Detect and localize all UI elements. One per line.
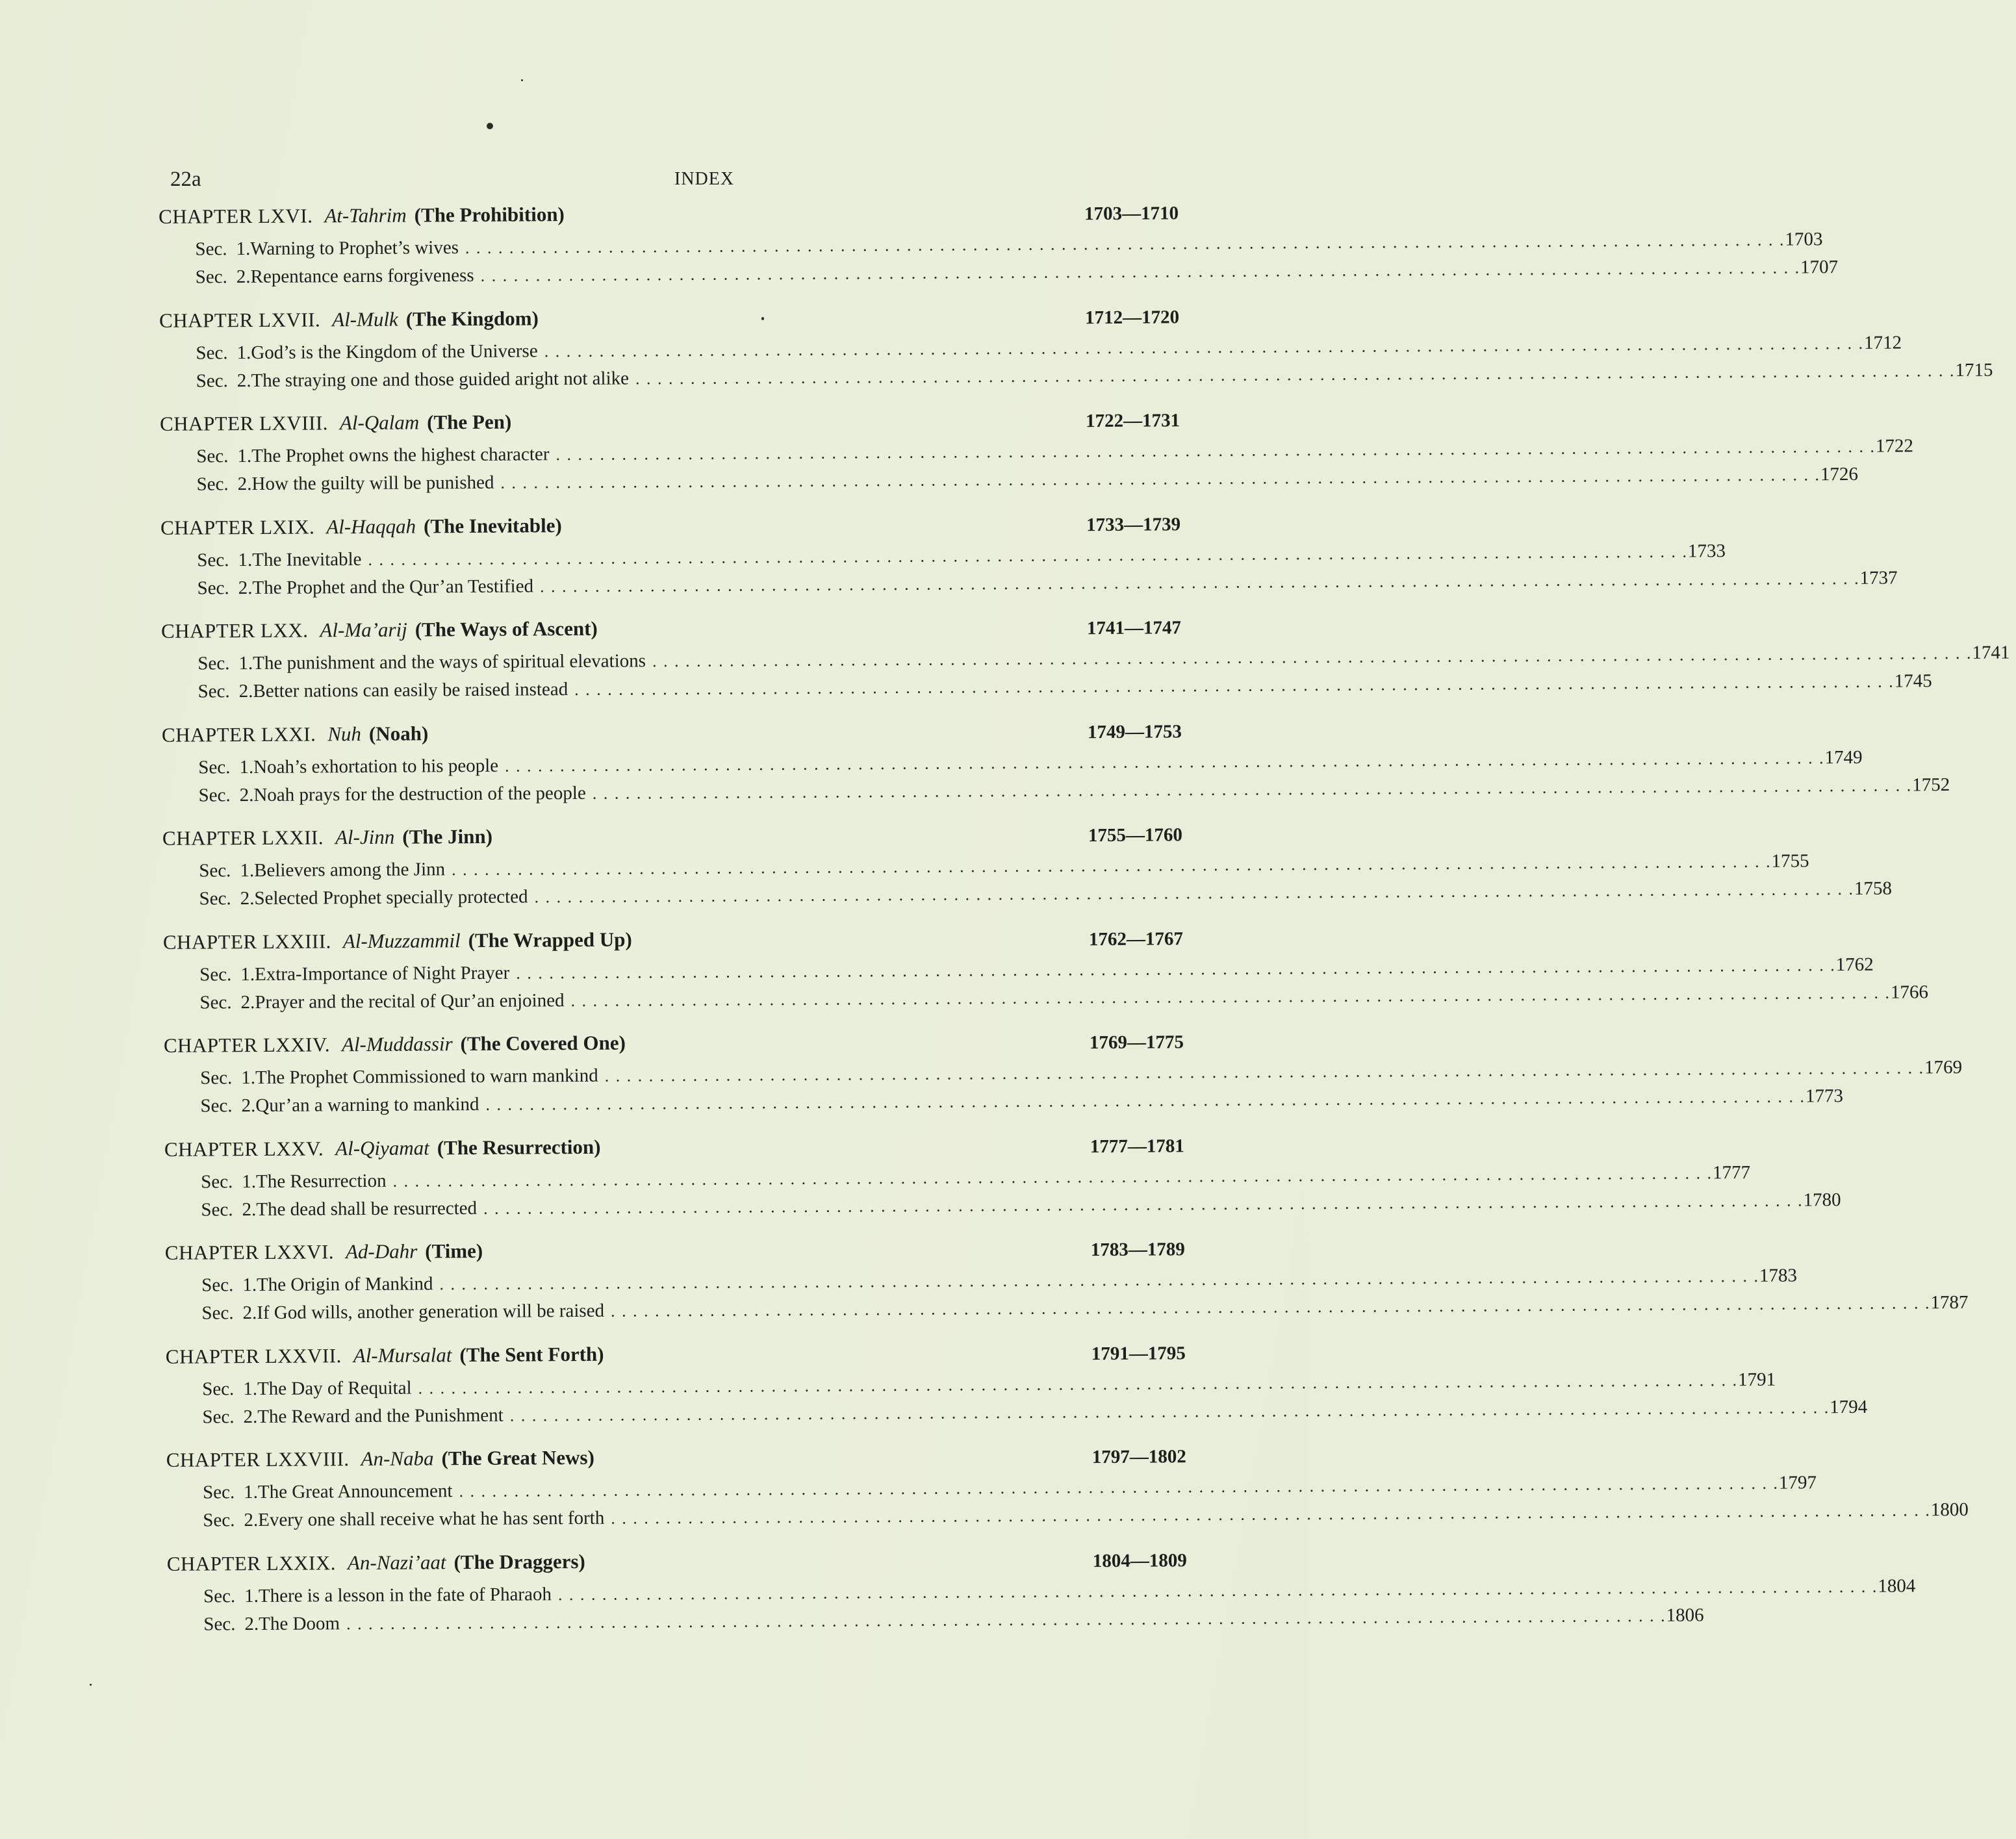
chapter-english-name: (Time): [425, 1239, 483, 1263]
section-entry: [203, 1575, 1916, 1612]
dot-leader: . . . . . . . . . . . . . . . . . . . . . . . . . . . . . . . . . . . . . . . . . . . . . . . . . . . . . . . . . . . . . . . . . . . . . . . . . . . . . . . . . . . . . . . . . . . . . . . . . . . . . . . . . . . . . . . . . . . . . . . .: [604, 1058, 1925, 1085]
section-page-number: 1773: [1805, 1085, 1844, 1107]
section-entry: [202, 1396, 1868, 1432]
chapter-label: CHAPTER LXIX.: [160, 514, 315, 539]
dot-leader: . . . . . . . . . . . . . . . . . . . . . . . . . . . . . . . . . . . . . . . . . . . . . . . . . . . . . . . . . . . . . . . . . . . . . . . . . . . . . . . . . . . . . . . . . . . . . . . . . . . . . . . . . . . . . . . . . . . . . . . .: [368, 542, 1689, 569]
section-number: 1.: [237, 446, 252, 467]
section-page-number: 1794: [1830, 1396, 1868, 1417]
section-page-number: 1752: [1912, 774, 1950, 795]
section-label: Sec.: [196, 370, 228, 392]
section-entry: [200, 1085, 1844, 1121]
dot-leader: . . . . . . . . . . . . . . . . . . . . . . . . . . . . . . . . . . . . . . . . . . . . . . . . . . . . . . . . . . . . . . . . . . . . . . . . . . . . . . . . . . . . . . . . . . . . . . . . . . . . . . . . . . . . . . . . . . . . . . . .: [483, 1190, 1804, 1218]
section-title: The straying one and those guided aright not alike: [251, 367, 630, 391]
section-label: Sec.: [198, 784, 231, 806]
section-number: 1.: [236, 342, 251, 363]
section-title: The punishment and the ways of spiritual elevations: [253, 650, 646, 674]
section-title: Noah’s exhortation to his people: [253, 755, 499, 778]
section-label: Sec.: [199, 860, 231, 881]
section-page-number: 1749: [1824, 746, 1863, 768]
chapter-page-range: 1749—1753: [1087, 720, 1182, 742]
section-title: The dead shall be resurrected: [256, 1197, 478, 1220]
dot-leader: . . . . . . . . . . . . . . . . . . . . . . . . . . . . . . . . . . . . . . . . . . . . . . . . . . . . . . . . . . . . . . . . . . . . . . . . . . . . . . . . . . . . . . . . . . . . . . . . . . . . . . . . . . . . . . . . . . . . . . . .: [418, 1370, 1739, 1398]
dot-leader: . . . . . . . . . . . . . . . . . . . . . . . . . . . . . . . . . . . . . . . . . . . . . . . . . . . . . . . . . . . . . . . . . . . . . . . . . . . . . . . . . . . . . . . . . . . . . . . . . . . . . . . . . . . . . . . . . . . . . . . .: [610, 1293, 1931, 1321]
dot-leader: . . . . . . . . . . . . . . . . . . . . . . . . . . . . . . . . . . . . . . . . . . . . . . . . . . . . . . . . . . . . . . . . . . . . . . . . . . . . . . . . . . . . . . . . . . . . . . . . . . . . . . . . . . . . . . . . . . . . . . . .: [534, 879, 1855, 907]
chapter-page-range: 1769—1775: [1089, 1032, 1184, 1054]
chapter-label: CHAPTER LXVI.: [158, 204, 313, 228]
section-title: God’s is the Kingdom of the Universe: [251, 340, 538, 363]
section-label: Sec.: [203, 1613, 236, 1635]
section-number: 2.: [244, 1510, 259, 1531]
section-title: There is a lesson in the fate of Pharaoh: [258, 1583, 552, 1606]
chapter-entry: [153, 717, 1950, 827]
chapter-label: CHAPTER LXXVI.: [164, 1240, 335, 1264]
section-label: Sec.: [198, 653, 230, 674]
chapter-page-range: 1797—1802: [1091, 1446, 1186, 1468]
section-page-number: 1769: [1924, 1056, 1963, 1078]
dot-leader: . . . . . . . . . . . . . . . . . . . . . . . . . . . . . . . . . . . . . . . . . . . . . . . . . . . . . . . . . . . . . . . . . . . . . . . . . . . . . . . . . . . . . . . . . . . . . . . . . . . . . . . . . . . . . . . . . . . . . . . .: [509, 1397, 1830, 1425]
section-title: Warning to Prophet’s wives: [250, 237, 459, 260]
section-entry: [199, 850, 1809, 886]
section-number: 2.: [236, 266, 251, 288]
section-page-number: 1758: [1854, 878, 1893, 899]
section-title: Selected Prophet specially protected: [254, 886, 528, 909]
section-title: Noah prays for the destruction of the people: [253, 782, 586, 805]
dot-leader: . . . . . . . . . . . . . . . . . . . . . . . . . . . . . . . . . . . . . . . . . . . . . . . . . . . . . . . . . . . . . . . . . . . . . . . . . . . . . . . . . . . . . . . . . . . . . . . . . . . . . . . . . . . . . . . . . . . . . . . .: [392, 1163, 1713, 1191]
section-entry: [203, 1604, 1704, 1640]
chapter-page-range: 1722—1731: [1085, 410, 1180, 432]
section-label: Sec.: [203, 1585, 236, 1607]
chapter-page-range: 1762—1767: [1088, 928, 1184, 950]
chapter-entry: [155, 1028, 1963, 1137]
dot-leader: . . . . . . . . . . . . . . . . . . . . . . . . . . . . . . . . . . . . . . . . . . . . . . . . . . . . . . . . . . . . . . . . . . . . . . . . . . . . . . . . . . . . . . . . . . . . . . . . . . . . . . . . . . . . . . . . . . . . . . . .: [557, 1577, 1878, 1604]
section-number: 2.: [238, 577, 253, 598]
chapter-english-name: (The Prohibition): [414, 203, 565, 227]
section-label: Sec.: [196, 474, 229, 495]
section-page-number: 1703: [1785, 229, 1823, 250]
chapter-entry: [158, 1546, 1916, 1656]
dot-leader: . . . . . . . . . . . . . . . . . . . . . . . . . . . . . . . . . . . . . . . . . . . . . . . . . . . . . . . . . . . . . . . . . . . . . . . . . . . . . . . . . . . . . . . . . . . . . . . . . . . . . . . . . . . . . . . . . . . . . . . .: [439, 1266, 1760, 1294]
section-page-number: 1741: [1972, 642, 2010, 663]
dot-leader: . . . . . . . . . . . . . . . . . . . . . . . . . . . . . . . . . . . . . . . . . . . . . . . . . . . . . . . . . . . . . . . . . . . . . . . . . . . . . . . . . . . . . . . . . . . . . . . . . . . . . . . . . . . . . . . . . . . . . . . .: [459, 1473, 1780, 1501]
section-number: 2.: [241, 1095, 256, 1117]
chapter-entry: [151, 510, 1898, 620]
section-title: The Origin of Mankind: [256, 1273, 433, 1296]
chapter-entry: [152, 613, 2010, 723]
chapter-arabic-name: Al-Muddassir: [341, 1032, 453, 1056]
chapter-arabic-name: An-Nazi’aat: [347, 1550, 446, 1574]
chapter-entry: [154, 924, 1929, 1034]
section-title: The Prophet and the Qur’an Testified: [252, 575, 534, 598]
section-label: Sec.: [197, 549, 229, 571]
chapter-heading: [159, 199, 1179, 234]
section-number: 2.: [242, 1199, 257, 1220]
section-page-number: 1733: [1687, 540, 1726, 562]
chapter-english-name: (The Draggers): [453, 1549, 585, 1573]
section-label: Sec.: [195, 266, 227, 288]
chapter-page-range: 1755—1760: [1088, 824, 1183, 846]
section-title: How the guilty will be punished: [251, 472, 494, 495]
dot-leader: . . . . . . . . . . . . . . . . . . . . . . . . . . . . . . . . . . . . . . . . . . . . . . . . . . . . . . . . . . . . . . . . . . . . . . . . . . . . . . . . . . . . . . . . . . . . . . . . . . . . . . . . . . . . . . . . . . . . . . . .: [635, 361, 1956, 388]
dot-leader: . . . . . . . . . . . . . . . . . . . . . . . . . . . . . . . . . . . . . . . . . . . . . . . . . . . . . . . . . . . . . . . . . . . . . . . . . . . . . . . . . . . . . . . . . . . . . . . . . . . . . . . . . . . . . . . . . . . . . . . .: [346, 1606, 1666, 1633]
chapter-page-range: 1777—1781: [1090, 1135, 1184, 1157]
running-title: INDEX: [674, 169, 735, 189]
section-title: If God wills, another generation will be raised: [257, 1300, 605, 1324]
section-title: The Doom: [259, 1612, 340, 1634]
page-number: 22a: [170, 168, 201, 191]
chapter-english-name: (The Resurrection): [437, 1135, 601, 1159]
chapter-heading: [160, 406, 1180, 441]
section-title: The Reward and the Punishment: [257, 1404, 504, 1427]
chapter-arabic-name: Al-Jinn: [335, 825, 395, 849]
section-title: Repentance earns forgiveness: [250, 264, 474, 288]
section-title: Prayer and the recital of Qur’an enjoined: [255, 989, 565, 1013]
ink-speck: [90, 1684, 92, 1686]
chapter-page-range: 1712—1720: [1084, 306, 1180, 328]
section-number: 1.: [239, 756, 254, 778]
section-label: Sec.: [203, 1510, 235, 1531]
dot-leader: . . . . . . . . . . . . . . . . . . . . . . . . . . . . . . . . . . . . . . . . . . . . . . . . . . . . . . . . . . . . . . . . . . . . . . . . . . . . . . . . . . . . . . . . . . . . . . . . . . . . . . . . . . . . . . . . . . . . . . . .: [485, 1087, 1806, 1114]
section-number: 2.: [238, 681, 253, 702]
chapter-label: CHAPTER LXXV.: [164, 1136, 324, 1161]
section-label: Sec.: [199, 888, 231, 909]
section-number: 2.: [244, 1613, 259, 1634]
section-label: Sec.: [202, 1406, 235, 1428]
dot-leader: . . . . . . . . . . . . . . . . . . . . . . . . . . . . . . . . . . . . . . . . . . . . . . . . . . . . . . . . . . . . . . . . . . . . . . . . . . . . . . . . . . . . . . . . . . . . . . . . . . . . . . . . . . . . . . . . . . . . . . . .: [555, 437, 1876, 464]
section-entry: [201, 1265, 1798, 1300]
section-title: Every one shall receive what he has sent forth: [258, 1507, 605, 1531]
chapter-entry: [157, 1442, 1969, 1552]
chapter-entry: [155, 1132, 1841, 1241]
section-number: 2.: [242, 1302, 257, 1324]
chapter-page-range: 1703—1710: [1084, 203, 1179, 225]
chapter-heading: [159, 303, 1179, 338]
section-entry: [197, 540, 1726, 576]
section-number: 2.: [240, 991, 255, 1013]
section-page-number: 1800: [1930, 1499, 1969, 1521]
chapter-page-range: 1791—1795: [1091, 1342, 1186, 1364]
chapter-heading: [164, 1028, 1184, 1063]
chapter-english-name: (The Wrapped Up): [468, 927, 632, 952]
chapter-entry: [157, 1339, 1868, 1449]
chapter-label: CHAPTER LXXII.: [162, 826, 324, 850]
section-page-number: 1787: [1930, 1291, 1969, 1313]
section-label: Sec.: [200, 1067, 233, 1089]
section-entry: [198, 642, 2010, 679]
chapter-english-name: (The Jinn): [402, 824, 493, 848]
dot-leader: . . . . . . . . . . . . . . . . . . . . . . . . . . . . . . . . . . . . . . . . . . . . . . . . . . . . . . . . . . . . . . . . . . . . . . . . . . . . . . . . . . . . . . . . . . . . . . . . . . . . . . . . . . . . . . . . . . . . . . . .: [452, 852, 1772, 880]
section-label: Sec.: [201, 1199, 233, 1221]
chapter-heading: [161, 613, 1181, 648]
chapter-label: CHAPTER LXXIII.: [162, 929, 331, 954]
section-number: 1.: [238, 549, 253, 570]
chapter-heading: [166, 1339, 1186, 1374]
chapter-page-range: 1804—1809: [1092, 1549, 1187, 1571]
section-number: 1.: [238, 653, 253, 674]
section-title: Qur’an a warning to mankind: [255, 1093, 479, 1117]
chapter-arabic-name: Al-Mursalat: [353, 1343, 452, 1367]
page-header: [170, 168, 1073, 194]
section-title: The Great Announcement: [257, 1480, 453, 1503]
chapter-label: CHAPTER LXXI.: [161, 722, 316, 746]
section-number: 1.: [241, 1067, 256, 1089]
section-title: Believers among the Jinn: [254, 859, 446, 881]
dot-leader: . . . . . . . . . . . . . . . . . . . . . . . . . . . . . . . . . . . . . . . . . . . . . . . . . . . . . . . . . . . . . . . . . . . . . . . . . . . . . . . . . . . . . . . . . . . . . . . . . . . . . . . . . . . . . . . . . . . . . . . .: [611, 1501, 1931, 1528]
section-label: Sec.: [196, 342, 228, 364]
chapter-english-name: (The Ways of Ascent): [415, 616, 598, 641]
chapter-entry: [156, 1235, 1969, 1345]
chapter-label: CHAPTER LXVII.: [159, 307, 321, 332]
section-entry: [196, 359, 1993, 396]
section-label: Sec.: [198, 756, 231, 778]
chapter-english-name: (The Inevitable): [423, 513, 562, 537]
dot-leader: . . . . . . . . . . . . . . . . . . . . . . . . . . . . . . . . . . . . . . . . . . . . . . . . . . . . . . . . . . . . . . . . . . . . . . . . . . . . . . . . . . . . . . . . . . . . . . . . . . . . . . . . . . . . . . . . . . . . . . . .: [570, 983, 1891, 1010]
chapter-english-name: (The Great News): [441, 1445, 594, 1470]
dot-leader: . . . . . . . . . . . . . . . . . . . . . . . . . . . . . . . . . . . . . . . . . . . . . . . . . . . . . . . . . . . . . . . . . . . . . . . . . . . . . . . . . . . . . . . . . . . . . . . . . . . . . . . . . . . . . . . . . . . . . . . .: [574, 672, 1895, 700]
section-entry: [199, 954, 1874, 990]
section-number: 1.: [236, 238, 251, 260]
section-entry: [199, 878, 1893, 914]
section-label: Sec.: [199, 963, 232, 985]
chapter-arabic-name: At-Tahrim: [324, 203, 407, 227]
chapter-heading: [166, 1442, 1186, 1477]
section-page-number: 1722: [1875, 435, 1914, 457]
chapter-english-name: (The Sent Forth): [459, 1342, 604, 1366]
chapter-heading: [163, 924, 1183, 959]
section-page-number: 1806: [1666, 1604, 1704, 1626]
section-title: The Prophet Commissioned to warn mankind: [255, 1065, 598, 1089]
chapter-entry: [150, 303, 1993, 412]
chapter-arabic-name: Al-Qalam: [339, 411, 420, 435]
section-label: Sec.: [202, 1378, 235, 1400]
section-page-number: 1780: [1803, 1189, 1841, 1210]
section-number: 2.: [240, 888, 255, 909]
section-entry: [199, 981, 1929, 1018]
section-entry: [195, 257, 1839, 292]
chapter-entry: [149, 199, 1839, 309]
section-label: Sec.: [201, 1302, 234, 1324]
section-number: 2.: [237, 474, 252, 495]
chapter-label: CHAPTER LXVIII.: [159, 411, 329, 435]
chapter-label: CHAPTER LXXVII.: [165, 1343, 342, 1368]
section-number: 1.: [242, 1275, 257, 1296]
section-label: Sec.: [201, 1275, 234, 1296]
section-page-number: 1783: [1759, 1265, 1798, 1286]
chapter-english-name: (The Covered One): [460, 1031, 626, 1056]
dot-leader: . . . . . . . . . . . . . . . . . . . . . . . . . . . . . . . . . . . . . . . . . . . . . . . . . . . . . . . . . . . . . . . . . . . . . . . . . . . . . . . . . . . . . . . . . . . . . . . . . . . . . . . . . . . . . . . . . . . . . . . .: [592, 775, 1913, 803]
chapter-english-name: (The Kingdom): [405, 306, 539, 331]
ink-speck: [487, 123, 493, 129]
section-number: 2.: [243, 1406, 258, 1427]
section-page-number: 1804: [1878, 1575, 1916, 1597]
section-page-number: 1726: [1820, 463, 1858, 485]
section-label: Sec.: [196, 446, 229, 467]
section-title: The Day of Requital: [257, 1377, 412, 1399]
section-label: Sec.: [200, 1095, 233, 1117]
section-title: Better nations can easily be raised instead: [253, 679, 568, 702]
dot-leader: . . . . . . . . . . . . . . . . . . . . . . . . . . . . . . . . . . . . . . . . . . . . . . . . . . . . . . . . . . . . . . . . . . . . . . . . . . . . . . . . . . . . . . . . . . . . . . . . . . . . . . . . . . . . . . . . . . . . . . . .: [480, 258, 1801, 285]
section-title: Extra-Importance of Night Prayer: [255, 962, 510, 985]
chapter-heading: [160, 510, 1180, 545]
chapter-heading: [164, 1132, 1184, 1167]
section-entry: [201, 1291, 1969, 1328]
section-entry: [203, 1472, 1817, 1508]
chapter-heading: [167, 1546, 1187, 1581]
chapter-entry: [151, 406, 1914, 516]
section-entry: [198, 670, 1932, 707]
chapter-label: CHAPTER LXXVIII.: [166, 1447, 350, 1471]
section-entry: [197, 567, 1898, 603]
index-list: [149, 199, 2010, 1656]
chapter-label: CHAPTER LXXIX.: [166, 1551, 337, 1575]
dot-leader: . . . . . . . . . . . . . . . . . . . . . . . . . . . . . . . . . . . . . . . . . . . . . . . . . . . . . . . . . . . . . . . . . . . . . . . . . . . . . . . . . . . . . . . . . . . . . . . . . . . . . . . . . . . . . . . . . . . . . . . .: [505, 748, 1825, 776]
section-label: Sec.: [198, 681, 230, 702]
dot-leader: . . . . . . . . . . . . . . . . . . . . . . . . . . . . . . . . . . . . . . . . . . . . . . . . . . . . . . . . . . . . . . . . . . . . . . . . . . . . . . . . . . . . . . . . . . . . . . . . . . . . . . . . . . . . . . . . . . . . . . . .: [652, 643, 1972, 671]
chapter-arabic-name: Al-Mulk: [332, 307, 398, 331]
section-entry: [196, 463, 1858, 500]
section-page-number: 1797: [1778, 1472, 1817, 1493]
section-page-number: 1791: [1737, 1369, 1776, 1390]
section-number: 1.: [240, 860, 255, 881]
dot-leader: . . . . . . . . . . . . . . . . . . . . . . . . . . . . . . . . . . . . . . . . . . . . . . . . . . . . . . . . . . . . . . . . . . . . . . . . . . . . . . . . . . . . . . . . . . . . . . . . . . . . . . . . . . . . . . . . . . . . . . . .: [500, 465, 1820, 492]
section-label: Sec.: [203, 1482, 235, 1503]
section-number: 2.: [239, 784, 254, 805]
section-entry: [198, 774, 1950, 811]
section-label: Sec.: [197, 577, 229, 599]
section-page-number: 1707: [1800, 257, 1839, 278]
section-entry: [200, 1056, 1963, 1093]
section-label: Sec.: [199, 991, 232, 1013]
chapter-english-name: (The Pen): [427, 410, 512, 434]
chapter-english-name: (Noah): [368, 721, 429, 745]
chapter-arabic-name: An-Naba: [361, 1447, 434, 1471]
chapter-page-range: 1783—1789: [1090, 1239, 1185, 1261]
section-number: 1.: [243, 1378, 258, 1399]
chapter-page-range: 1741—1747: [1086, 617, 1182, 639]
section-page-number: 1737: [1859, 567, 1898, 589]
section-page-number: 1712: [1864, 332, 1902, 353]
dot-leader: . . . . . . . . . . . . . . . . . . . . . . . . . . . . . . . . . . . . . . . . . . . . . . . . . . . . . . . . . . . . . . . . . . . . . . . . . . . . . . . . . . . . . . . . . . . . . . . . . . . . . . . . . . . . . . . . . . . . . . . .: [544, 333, 1865, 361]
section-entry: [202, 1369, 1776, 1404]
section-label: Sec.: [195, 238, 227, 260]
chapter-entry: [153, 820, 1893, 930]
section-number: 1.: [240, 963, 255, 985]
chapter-heading: [165, 1235, 1185, 1270]
chapter-arabic-name: Al-Qiyamat: [335, 1135, 429, 1160]
chapter-arabic-name: Nuh: [327, 722, 362, 745]
section-entry: [196, 332, 1902, 368]
section-page-number: 1755: [1771, 850, 1809, 872]
section-page-number: 1715: [1955, 359, 1993, 381]
section-entry: [201, 1161, 1751, 1197]
dot-leader: . . . . . . . . . . . . . . . . . . . . . . . . . . . . . . . . . . . . . . . . . . . . . . . . . . . . . . . . . . . . . . . . . . . . . . . . . . . . . . . . . . . . . . . . . . . . . . . . . . . . . . . . . . . . . . . . . . . . . . . .: [465, 230, 1785, 258]
ink-speck: [521, 79, 523, 81]
chapter-arabic-name: Al-Haqqah: [326, 514, 416, 538]
section-number: 2.: [236, 370, 251, 391]
section-entry: [196, 435, 1914, 472]
chapter-heading: [162, 717, 1182, 752]
section-label: Sec.: [201, 1171, 233, 1193]
section-number: 1.: [242, 1171, 257, 1192]
chapter-page-range: 1733—1739: [1086, 513, 1181, 535]
section-entry: [195, 229, 1823, 264]
chapter-label: CHAPTER LXX.: [160, 618, 309, 642]
dot-leader: . . . . . . . . . . . . . . . . . . . . . . . . . . . . . . . . . . . . . . . . . . . . . . . . . . . . . . . . . . . . . . . . . . . . . . . . . . . . . . . . . . . . . . . . . . . . . . . . . . . . . . . . . . . . . . . . . . . . . . . .: [539, 568, 1860, 596]
section-title: The Resurrection: [255, 1170, 387, 1192]
section-number: 1.: [244, 1585, 259, 1606]
section-title: The Inevitable: [252, 548, 362, 570]
section-page-number: 1745: [1894, 670, 1932, 692]
section-title: The Prophet owns the highest character: [251, 444, 550, 467]
chapter-arabic-name: Ad-Dahr: [345, 1239, 418, 1263]
chapter-arabic-name: Al-Ma’arij: [320, 618, 407, 642]
chapter-arabic-name: Al-Muzzammil: [342, 928, 461, 952]
chapter-heading: [162, 820, 1182, 856]
section-entry: [198, 746, 1863, 783]
section-page-number: 1777: [1712, 1161, 1751, 1183]
dot-leader: . . . . . . . . . . . . . . . . . . . . . . . . . . . . . . . . . . . . . . . . . . . . . . . . . . . . . . . . . . . . . . . . . . . . . . . . . . . . . . . . . . . . . . . . . . . . . . . . . . . . . . . . . . . . . . . . . . . . . . . .: [516, 955, 1836, 983]
section-entry: [201, 1189, 1841, 1225]
chapter-label: CHAPTER LXXIV.: [163, 1033, 331, 1057]
section-page-number: 1766: [1890, 981, 1929, 1003]
section-number: 1.: [244, 1482, 259, 1503]
section-page-number: 1762: [1835, 954, 1874, 975]
section-entry: [203, 1499, 1969, 1536]
